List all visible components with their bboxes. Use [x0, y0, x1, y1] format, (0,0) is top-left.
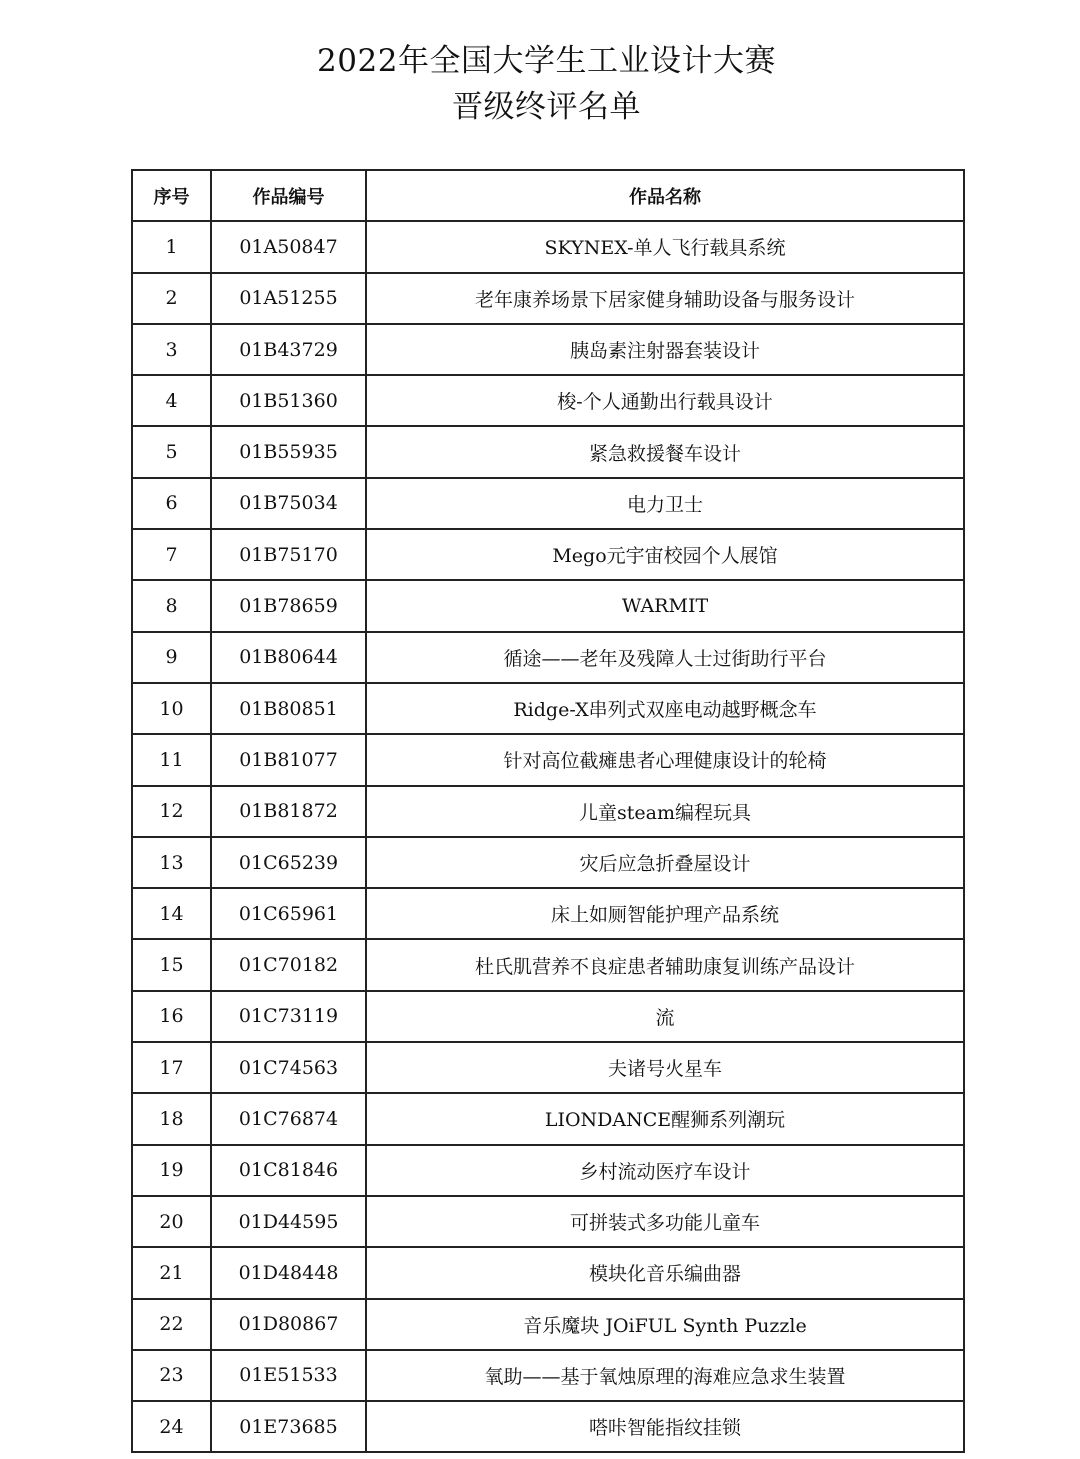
table-row — [132, 1196, 964, 1247]
row-code-cell: 01C74563 — [211, 1042, 366, 1093]
row-code-cell: 01B75170 — [211, 529, 366, 580]
table-row — [132, 375, 964, 426]
row-code-cell: 01B81872 — [211, 786, 366, 837]
table-row — [132, 734, 964, 785]
row-name-cell: 夫诸号火星车 — [366, 1042, 964, 1093]
row-name-cell: SKYNEX-单人飞行载具系统 — [366, 221, 964, 272]
row-seq-cell: 13 — [132, 837, 211, 888]
row-code-cell: 01B51360 — [211, 375, 366, 426]
row-code-cell: 01C65239 — [211, 837, 366, 888]
table-row — [132, 324, 964, 375]
row-code-cell: 01B75034 — [211, 478, 366, 529]
table-row — [132, 1042, 964, 1093]
row-code-cell: 01B80851 — [211, 683, 366, 734]
row-code-cell: 01D80867 — [211, 1299, 366, 1350]
header-row — [132, 170, 964, 221]
row-seq-cell: 19 — [132, 1145, 211, 1196]
row-code-cell: 01C73119 — [211, 991, 366, 1042]
row-name-cell: 梭-个人通勤出行载具设计 — [366, 375, 964, 426]
row-name-cell: 流 — [366, 991, 964, 1042]
row-name-cell: 可拼装式多功能儿童车 — [366, 1196, 964, 1247]
row-seq-cell: 9 — [132, 632, 211, 683]
row-name-cell: 儿童steam编程玩具 — [366, 786, 964, 837]
table-row — [132, 632, 964, 683]
table-row — [132, 939, 964, 990]
row-code-cell: 01C70182 — [211, 939, 366, 990]
row-name-cell: WARMIT — [366, 580, 964, 631]
table-row — [132, 1299, 964, 1350]
row-name-cell: 乡村流动医疗车设计 — [366, 1145, 964, 1196]
table-body — [132, 221, 964, 1452]
row-seq-cell: 3 — [132, 324, 211, 375]
row-code-cell: 01E73685 — [211, 1401, 366, 1452]
row-seq-cell: 7 — [132, 529, 211, 580]
row-name-cell: 模块化音乐编曲器 — [366, 1247, 964, 1298]
table-row — [132, 1093, 964, 1144]
table-row — [132, 221, 964, 272]
document-title — [0, 38, 1080, 130]
row-name-cell: 床上如厕智能护理产品系统 — [366, 888, 964, 939]
table-row — [132, 1350, 964, 1401]
row-name-cell: 针对高位截瘫患者心理健康设计的轮椅 — [366, 734, 964, 785]
row-code-cell: 01C76874 — [211, 1093, 366, 1144]
row-seq-cell: 18 — [132, 1093, 211, 1144]
row-seq-cell: 24 — [132, 1401, 211, 1452]
table-row — [132, 426, 964, 477]
table-row — [132, 1401, 964, 1452]
row-seq-cell: 15 — [132, 939, 211, 990]
table-row — [132, 580, 964, 631]
row-seq-cell: 11 — [132, 734, 211, 785]
header-code: 作品编号 — [211, 170, 366, 221]
results-table — [131, 169, 965, 1453]
row-code-cell: 01B55935 — [211, 426, 366, 477]
table-header — [132, 170, 964, 221]
row-name-cell: 氧助——基于氧烛原理的海难应急求生装置 — [366, 1350, 964, 1401]
row-code-cell: 01B80644 — [211, 632, 366, 683]
row-name-cell: 杜氏肌营养不良症患者辅助康复训练产品设计 — [366, 939, 964, 990]
row-name-cell: Mego元宇宙校园个人展馆 — [366, 529, 964, 580]
row-name-cell: Ridge-X串列式双座电动越野概念车 — [366, 683, 964, 734]
row-seq-cell: 22 — [132, 1299, 211, 1350]
row-code-cell: 01E51533 — [211, 1350, 366, 1401]
row-seq-cell: 5 — [132, 426, 211, 477]
row-seq-cell: 6 — [132, 478, 211, 529]
table-row — [132, 529, 964, 580]
row-code-cell: 01D48448 — [211, 1247, 366, 1298]
table-row — [132, 683, 964, 734]
title-line-1: 2022年全国大学生工业设计大赛 — [317, 43, 776, 79]
row-seq-cell: 2 — [132, 273, 211, 324]
row-name-cell: 胰岛素注射器套装设计 — [366, 324, 964, 375]
row-seq-cell: 20 — [132, 1196, 211, 1247]
row-code-cell: 01C81846 — [211, 1145, 366, 1196]
row-name-cell: LIONDANCE醒狮系列潮玩 — [366, 1093, 964, 1144]
row-name-cell: 紧急救援餐车设计 — [366, 426, 964, 477]
row-code-cell: 01A50847 — [211, 221, 366, 272]
table-row — [132, 1247, 964, 1298]
row-seq-cell: 4 — [132, 375, 211, 426]
table-row — [132, 478, 964, 529]
row-name-cell: 电力卫士 — [366, 478, 964, 529]
row-code-cell: 01C65961 — [211, 888, 366, 939]
row-seq-cell: 23 — [132, 1350, 211, 1401]
row-seq-cell: 8 — [132, 580, 211, 631]
row-seq-cell: 16 — [132, 991, 211, 1042]
row-code-cell: 01B78659 — [211, 580, 366, 631]
row-seq-cell: 21 — [132, 1247, 211, 1298]
header-seq: 序号 — [132, 170, 211, 221]
table-row — [132, 837, 964, 888]
row-seq-cell: 1 — [132, 221, 211, 272]
table-row — [132, 273, 964, 324]
row-code-cell: 01A51255 — [211, 273, 366, 324]
row-code-cell: 01B81077 — [211, 734, 366, 785]
row-seq-cell: 10 — [132, 683, 211, 734]
table-row — [132, 888, 964, 939]
row-seq-cell: 17 — [132, 1042, 211, 1093]
row-name-cell: 嗒咔智能指纹挂锁 — [366, 1401, 964, 1452]
row-seq-cell: 14 — [132, 888, 211, 939]
row-name-cell: 老年康养场景下居家健身辅助设备与服务设计 — [366, 273, 964, 324]
table-row — [132, 786, 964, 837]
row-name-cell: 循途——老年及残障人士过街助行平台 — [366, 632, 964, 683]
row-code-cell: 01B43729 — [211, 324, 366, 375]
header-name: 作品名称 — [366, 170, 964, 221]
table-row — [132, 991, 964, 1042]
title-line-2: 晋级终评名单 — [452, 89, 641, 125]
row-seq-cell: 12 — [132, 786, 211, 837]
row-name-cell: 音乐魔块 JOiFUL Synth Puzzle — [366, 1299, 964, 1350]
row-code-cell: 01D44595 — [211, 1196, 366, 1247]
table-row — [132, 1145, 964, 1196]
row-name-cell: 灾后应急折叠屋设计 — [366, 837, 964, 888]
